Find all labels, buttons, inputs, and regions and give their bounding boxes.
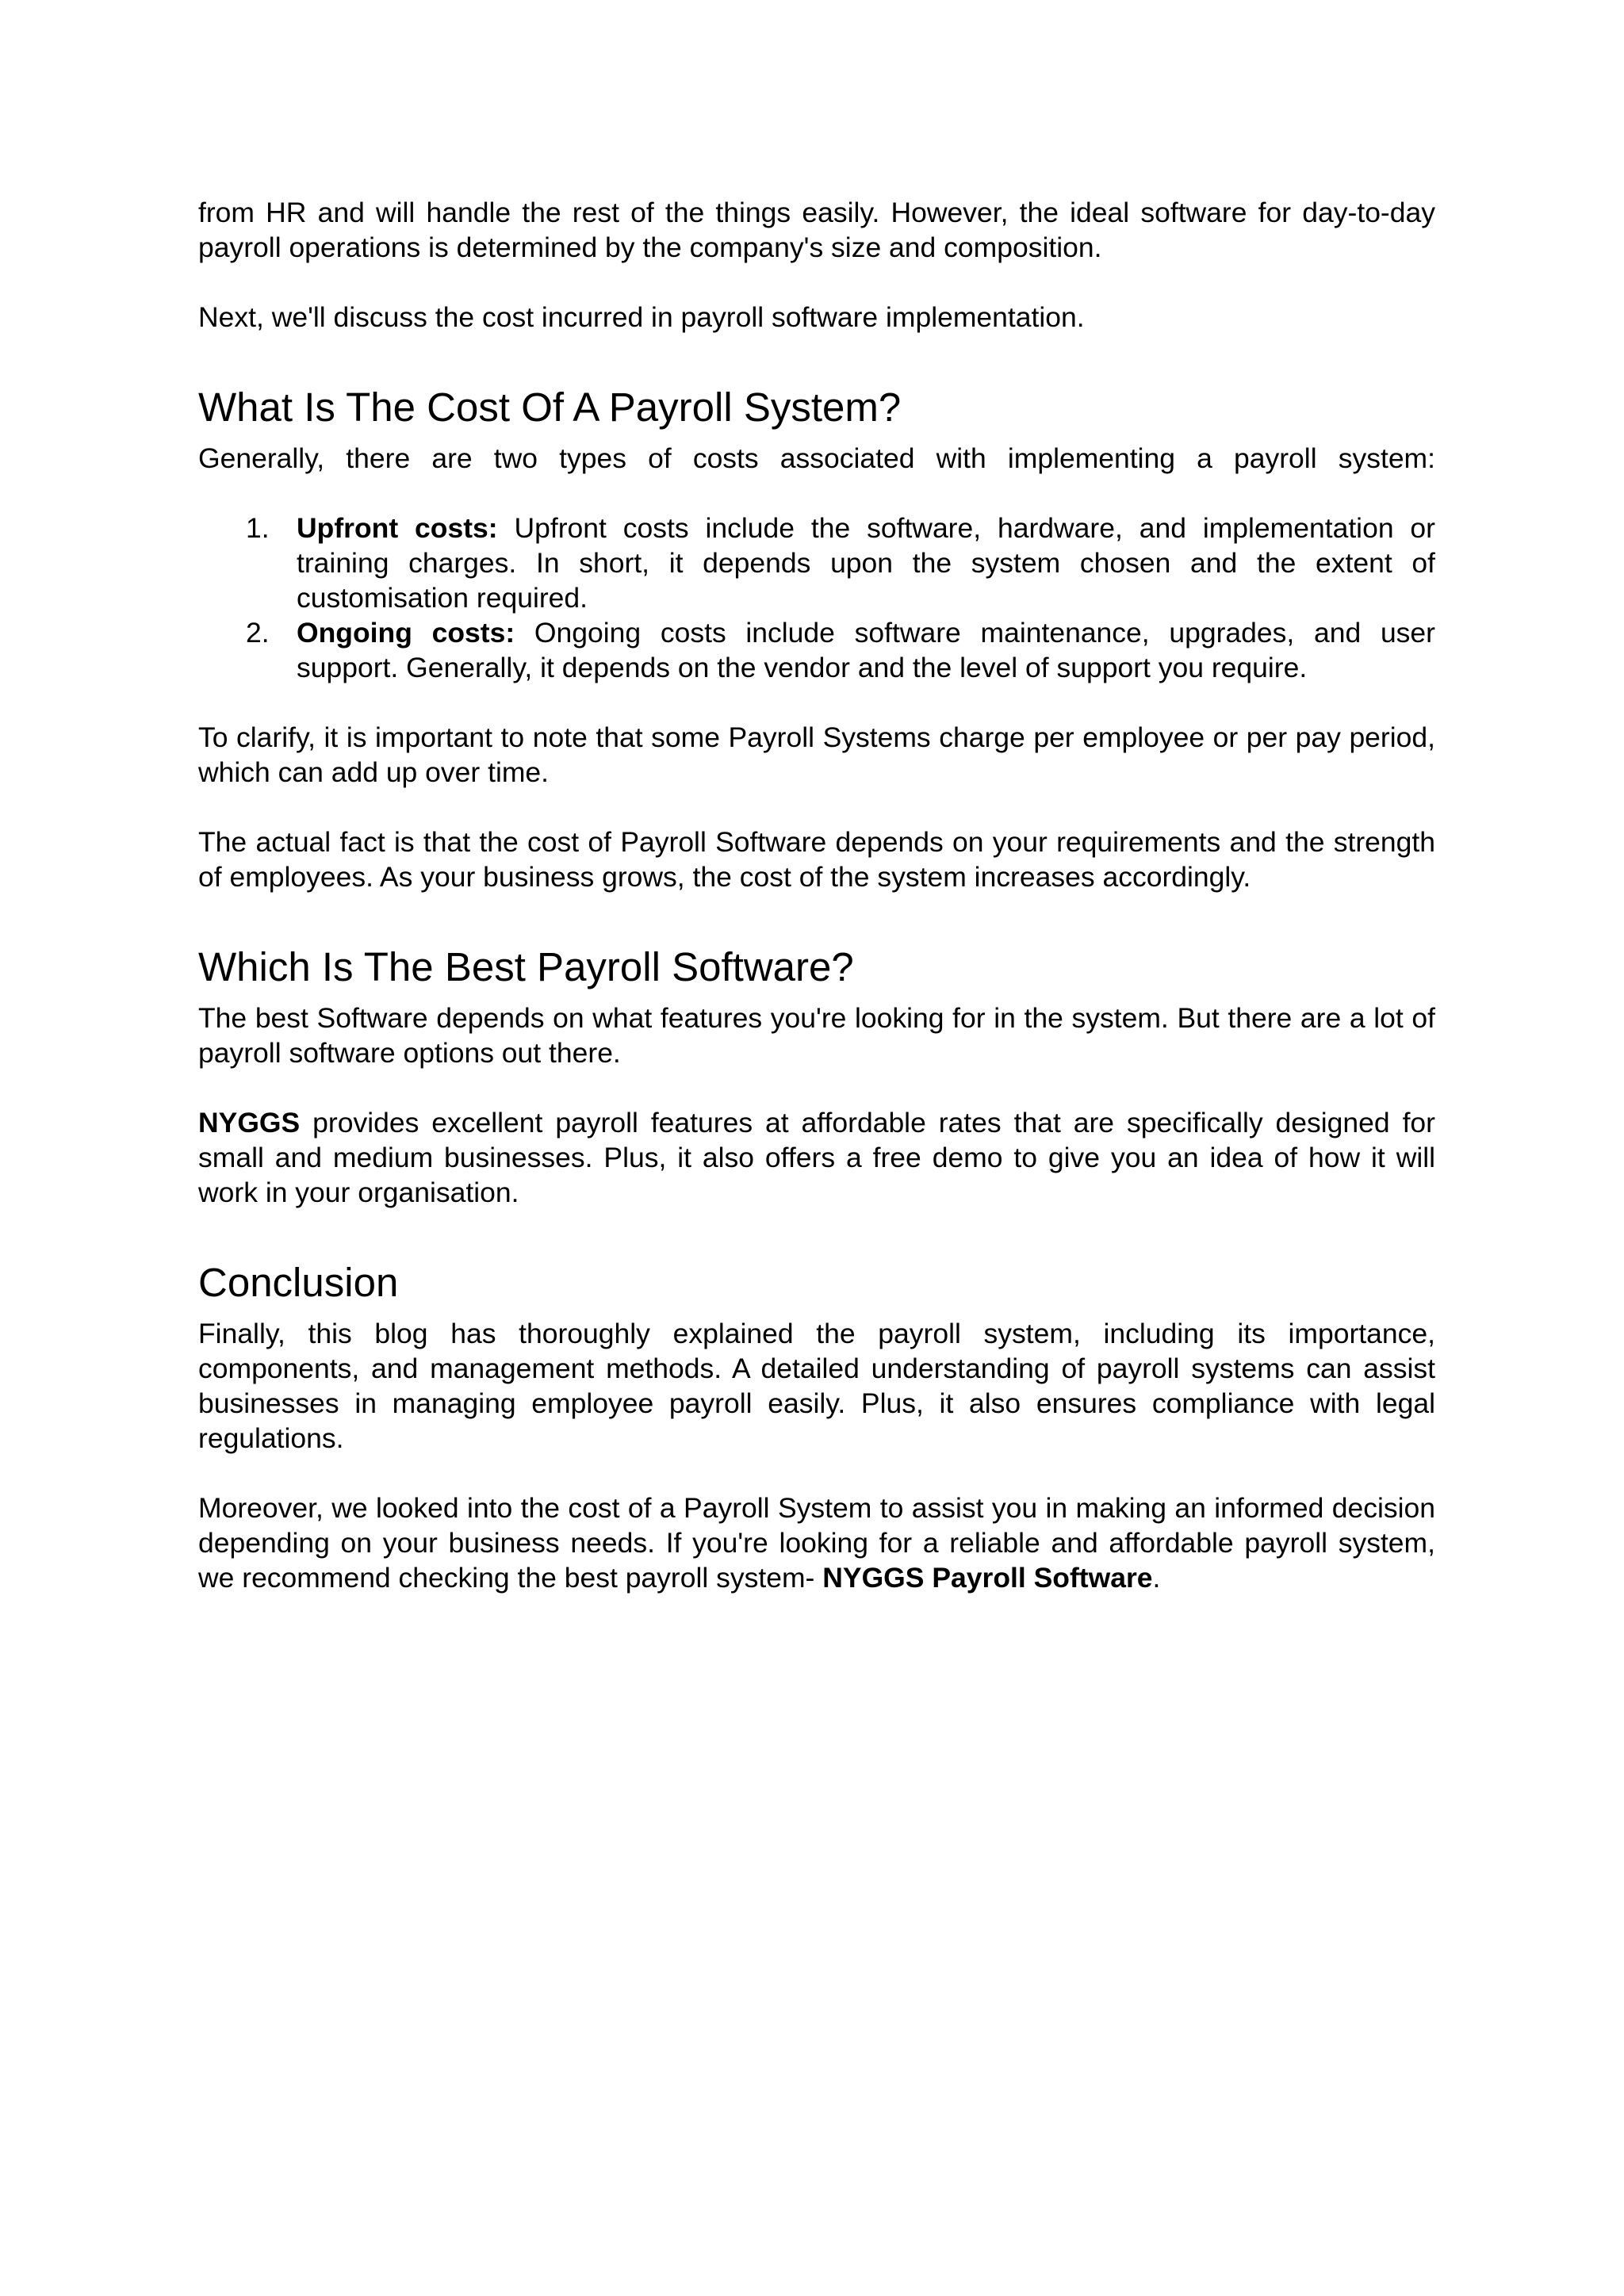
cost-clarify-paragraph: To clarify, it is important to note that some Payroll Systems charge per employee or per pay period, which can add up over time. bbox=[198, 721, 1435, 788]
intro-paragraph-2: Next, we'll discuss the cost incurred in payroll software implementation. bbox=[198, 301, 1085, 333]
list-item-upfront-costs bbox=[198, 511, 1435, 615]
brand-name: NYGGS bbox=[198, 1107, 301, 1138]
cost-types-list bbox=[198, 511, 1435, 685]
cost-fact-paragraph: The actual fact is that the cost of Payroll Software depends on your requirements and the strength of employees. As your business grows, the cost of the system increases accordingly. bbox=[198, 826, 1435, 893]
list-item-text: Ongoing costs include software maintenance, upgrades, and user support. Generally, it depends on the vendor and the level of support you require. bbox=[297, 617, 1435, 683]
list-item-term: Ongoing costs: bbox=[297, 617, 515, 649]
brand-product-name: NYGGS Payroll Software bbox=[822, 1562, 1153, 1594]
document-body bbox=[198, 195, 1435, 1595]
best-software-heading: Which Is The Best Payroll Software? bbox=[198, 944, 854, 989]
conclusion-paragraph-2 bbox=[198, 1490, 1435, 1595]
list-item-ongoing-costs bbox=[198, 615, 1435, 685]
conclusion-heading: Conclusion bbox=[198, 1260, 399, 1305]
best-software-paragraph-1: The best Software depends on what features you're looking for in the system. But there are a lot of payroll software options out there. bbox=[198, 1002, 1435, 1069]
cost-section-lead: Generally, there are two types of costs associated with implementing a payroll system: bbox=[198, 442, 1435, 474]
list-item-text: Upfront costs include the software, hardware, and implementation or training charges. In short, it depends upon the system chosen and the extent of customisation required. bbox=[297, 512, 1435, 614]
conclusion-paragraph-1: Finally, this blog has thoroughly explained the payroll system, including its importance, components, and management methods. A detailed understanding of payroll systems can assist businesses in managing employee payroll easily. Plus, it also ensures compliance with legal regulations. bbox=[198, 1318, 1435, 1454]
best-software-paragraph-2-text: provides excellent payroll features at affordable rates that are specifically designed for small and medium businesses. Plus, it also offers a free demo to give you an idea of how it will work in your organisation. bbox=[198, 1107, 1435, 1208]
conclusion-paragraph-2-text: Moreover, we looked into the cost of a Payroll System to assist you in making an informed decision depending on your business needs. If you're looking for a reliable and affordable payroll system, we recommend checking the best payroll system- bbox=[198, 1492, 1435, 1594]
list-item-number: 2. bbox=[246, 617, 270, 649]
cost-section-heading: What Is The Cost Of A Payroll System? bbox=[198, 385, 902, 430]
list-item-term: Upfront costs: bbox=[297, 512, 498, 544]
conclusion-paragraph-2-end: . bbox=[1152, 1562, 1161, 1594]
list-item-number: 1. bbox=[246, 512, 270, 544]
best-software-paragraph-2 bbox=[198, 1105, 1435, 1210]
intro-paragraph-1: from HR and will handle the rest of the things easily. However, the ideal software for day-to-day payroll operations is determined by the company's size and composition. bbox=[198, 197, 1435, 263]
